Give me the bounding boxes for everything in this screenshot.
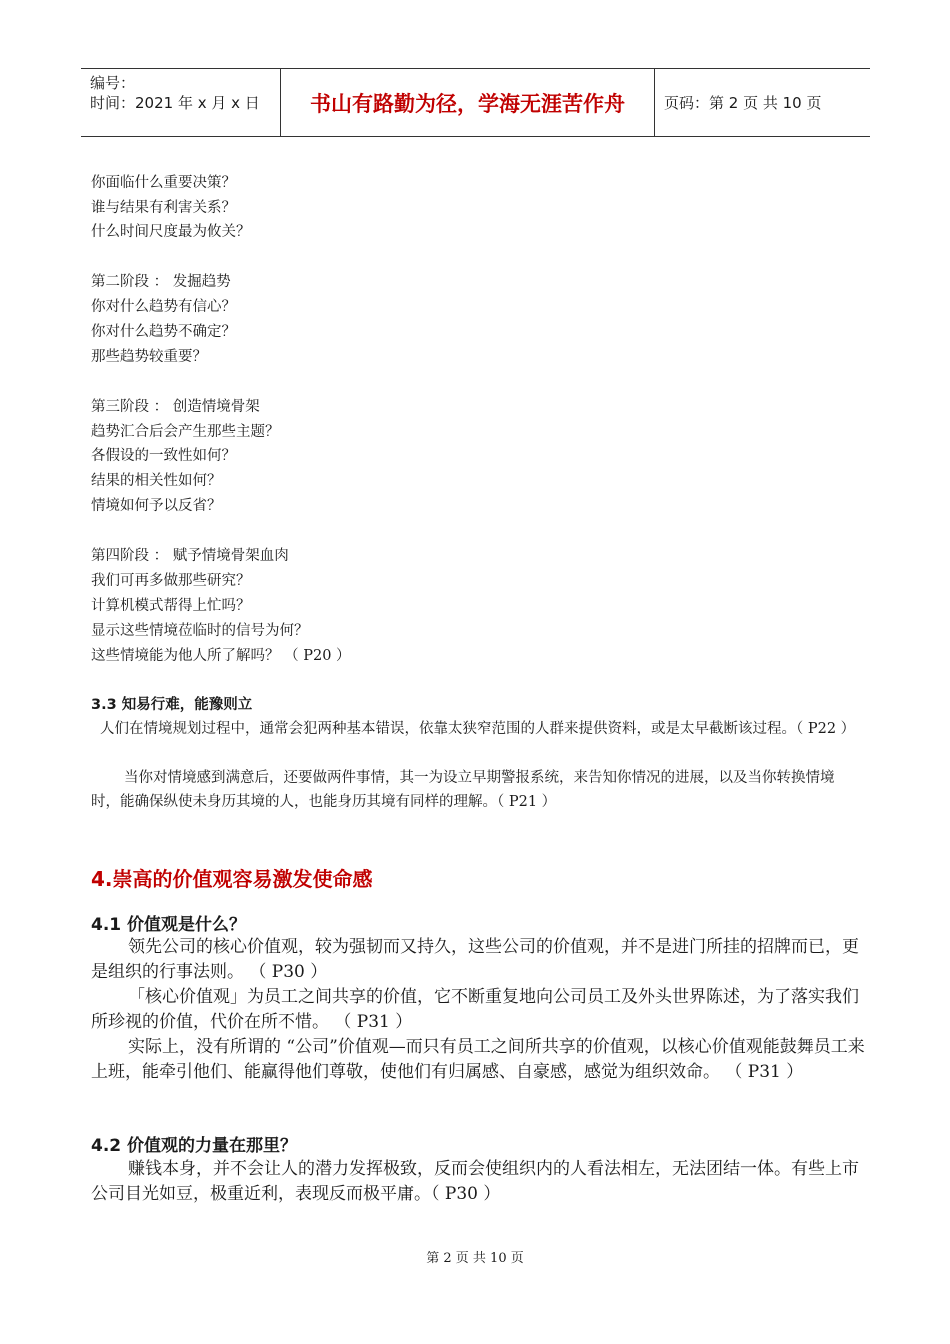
stage3-question-4: 情境如何予以反省？ xyxy=(91,498,222,514)
doc-number-label: 编号： xyxy=(90,74,136,92)
doc-date: 时间：2021 年 x 月 x 日 xyxy=(90,94,260,112)
stage3-question-2: 各假设的一致性如何？ xyxy=(91,448,236,464)
section-3-3-para-1: 人们在情境规划过程中，通常会犯两种基本错误，依靠太狭窄范围的人群来提供资料，或是太早截断该过程。（ P22 ） xyxy=(100,721,856,737)
stage4-question-1: 我们可再多做那些研究？ xyxy=(91,573,251,589)
stage4-question-2: 计算机模式帮得上忙吗？ xyxy=(91,598,251,614)
section-4-1-para-1: 领先公司的核心价值观，较为强韧而又持久，这些公司的价值观，并不是进门所挂的招牌而已，更是组织的行事法则。 （ P30 ） xyxy=(91,937,859,982)
stage1-question-2: 谁与结果有利害关系？ xyxy=(91,200,236,216)
stage2-question-1: 你对什么趋势有信心？ xyxy=(91,299,236,315)
stage2-question-3: 那些趋势较重要？ xyxy=(91,349,207,365)
section-4-heading: 4.崇高的价值观容易激发使命感 xyxy=(91,867,373,891)
stage1-question-3: 什么时间尺度最为攸关？ xyxy=(91,224,251,240)
page-footer: 第 2 页 共 10 页 xyxy=(426,1251,524,1266)
header-meta xyxy=(81,69,281,136)
section-4-1-para-3: 实际上，没有所谓的 “公司”价值观—而只有员工之间所共享的价值观，以核心价值观能鼓舞员工来上班，能牵引他们、能赢得他们尊敬，使他们有归属感、自豪感，感觉为组织效命。 （ P31 ） xyxy=(91,1037,865,1082)
section-4-2-heading: 4.2 价值观的力量在那里？ xyxy=(91,1136,298,1156)
stage4-title: 第四阶段 ： 赋予情境骨架血肉 xyxy=(91,548,289,564)
header-table xyxy=(81,68,870,137)
stage2-question-2: 你对什么趋势不确定？ xyxy=(91,324,236,340)
section-4-1-para-2: 「核心价值观」为员工之间共享的价值，它不断重复地向公司员工及外头世界陈述，为了落实我们所珍视的价值，代价在所不惜。 （ P31 ） xyxy=(91,987,859,1032)
stage4-question-4: 这些情境能为他人所了解吗？ （ P20 ） xyxy=(91,648,351,664)
section-3-3-para-2: 当你对情境感到满意后，还要做两件事情，其一为设立早期警报系统，来告知你情况的进展，以及当你转换情境时，能确保纵使未身历其境的人，也能身历其境有同样的理解。（ P21 ） xyxy=(91,770,835,810)
stage4-question-3: 显示这些情境莅临时的信号为何？ xyxy=(91,623,309,639)
stage1-question-1: 你面临什么重要决策？ xyxy=(91,175,236,191)
stage2-title: 第二阶段 ： 发掘趋势 xyxy=(91,274,231,290)
section-4-1-heading: 4.1 价值观是什么？ xyxy=(91,915,247,935)
section-3-3-heading: 3.3 知易行难，能豫则立 xyxy=(91,697,253,713)
stage3-title: 第三阶段 ： 创造情境骨架 xyxy=(91,399,260,415)
stage3-question-3: 结果的相关性如何？ xyxy=(91,473,222,489)
stage3-question-1: 趋势汇合后会产生那些主题？ xyxy=(91,424,280,440)
header-page-info: 页码：第 2 页 共 10 页 xyxy=(664,94,822,112)
header-motto: 书山有路勤为径，学海无涯苦作舟 xyxy=(281,69,655,136)
section-4-2-para-1: 赚钱本身，并不会让人的潜力发挥极致，反而会使组织内的人看法相左，无法团结一体。有些上市公司目光如豆，极重近利，表现反而极平庸。（ P30 ） xyxy=(91,1159,859,1204)
